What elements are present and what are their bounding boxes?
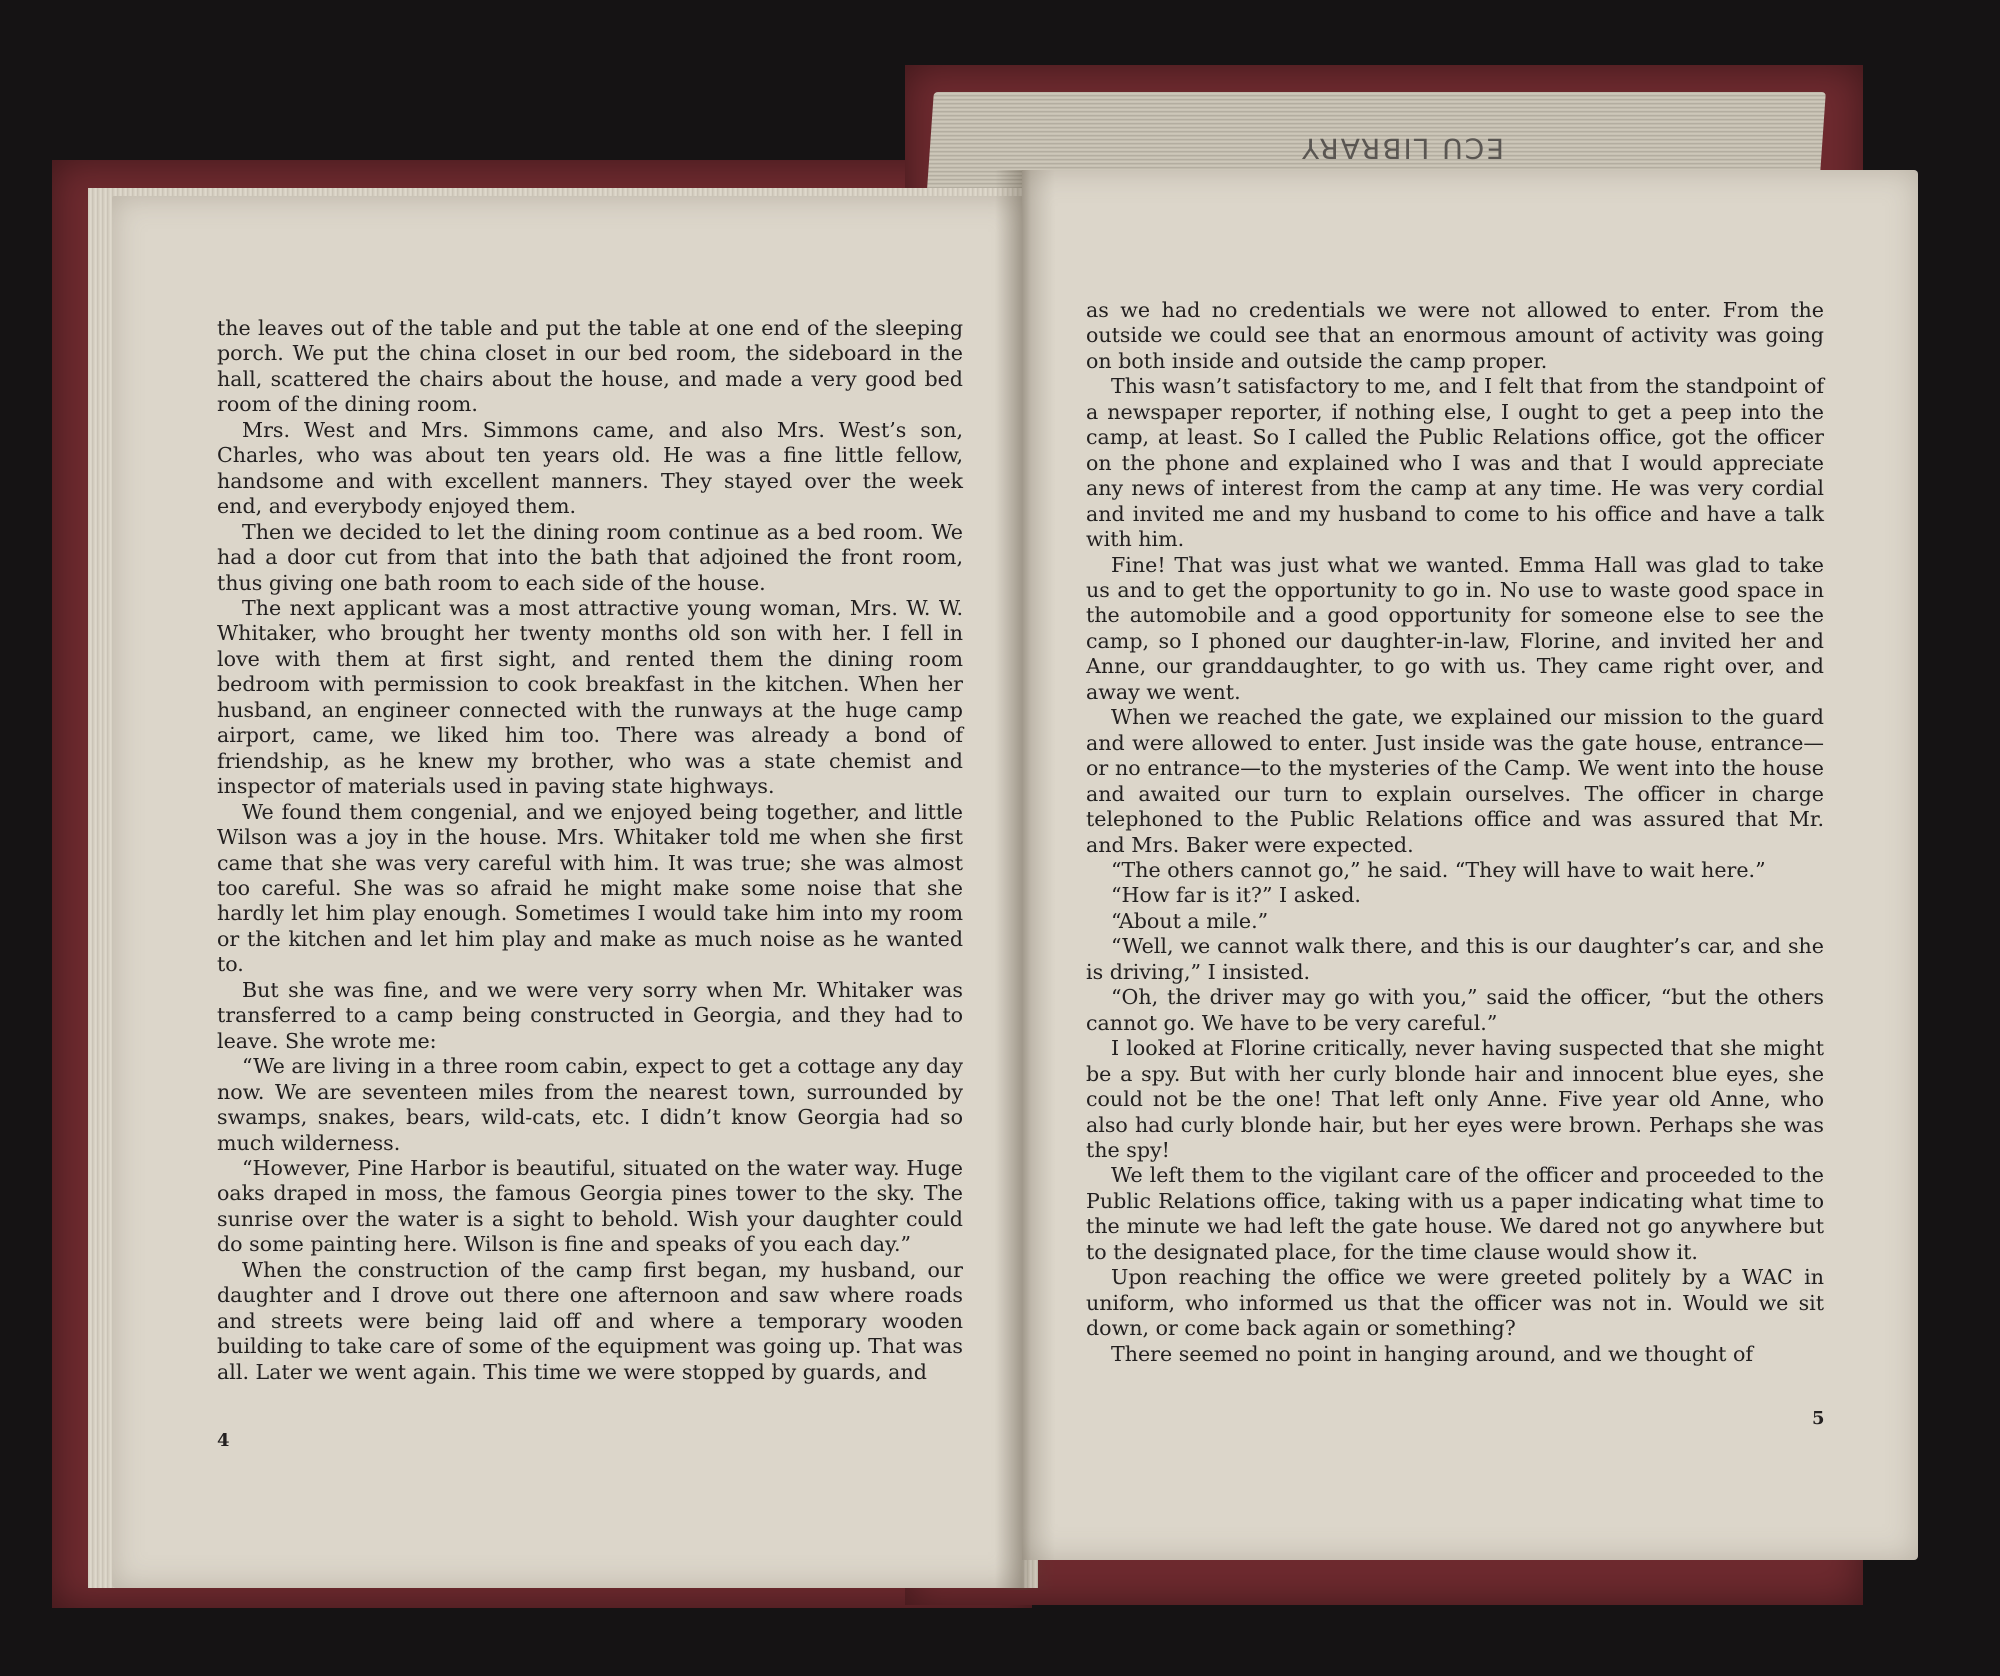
paragraph: “However, Pine Harbor is beautiful, situated on the water way. Huge oaks draped in moss, the famous Georgia pines tower to the sky. The sunrise over the water is a sight to behold. Wish your daughter could do some painting here. Wilson is fine and speaks of you each day.” (217, 1155, 963, 1257)
paragraph: “How far is it?” I asked. (1111, 883, 1361, 908)
paragraph: This wasn’t satisfactory to me, and I felt that from the standpoint of a newspaper reporter, if nothing else, I ought to get a peep into the camp, at least. So I called the Public Relations office, got the officer on the phone and explained who I was and that I would appreciate any news of interest from the camp at any time. He was very cordial and invited me and my husband to come to his office and have a talk with him. (1086, 374, 1824, 552)
paragraph: We left them to the vigilant care of the officer and proceeded to the Public Relations office, taking with us a paper indicating what time to the minute we had left the gate house. We dared not go anywhere but to the designated place, for the time clause would show it. (1086, 1163, 1824, 1264)
library-edge-stamp: ECU LIBRARY (1300, 132, 1504, 165)
paragraph: the leaves out of the table and put the table at one end of the sleeping porch. We put the china closet in our bed room, the sideboard in the hall, scattered the chairs about the house, and made a very good bed room of the dining room. (217, 316, 963, 417)
paragraph: I looked at Florine critically, never having suspected that she might be a spy. But with her curly blonde hair and innocent blue eyes, she could not be the one! That left only Anne. Five year old Anne, who also had curly blonde hair, but her eyes were brown. Perhaps she was the spy! (1086, 1036, 1824, 1162)
page-number-left: 4 (217, 1430, 230, 1451)
page-number-right: 5 (1812, 1408, 1825, 1429)
paragraph: “Oh, the driver may go with you,” said the officer, “but the others cannot go. We have to be very careful.” (1086, 985, 1824, 1035)
paragraph: The next applicant was a most attractive young woman, Mrs. W. W. Whitaker, who brought her twenty months old son with her. I fell in love with them at first sight, and rented them the dining room bedroom with permission to cook breakfast in the kitchen. When her husband, an engineer connected with the runways at the huge camp airport, came, we liked him too. There was already a bond of friendship, as he knew my brother, who was a state chemist and inspector of materials used in paving state highways. (217, 595, 963, 799)
right-page-text (1086, 298, 1824, 1367)
paragraph: We found them congenial, and we enjoyed being together, and little Wilson was a joy in the house. Mrs. Whitaker told me when she first came that she was very careful with him. It was true; she was almost too careful. She was so afraid he might make some noise that she hardly let him play enough. Sometimes I would take him into my room or the kitchen and let him play and make as much noise as he wanted to. (217, 799, 963, 977)
paragraph: “About a mile.” (1111, 908, 1269, 933)
paragraph: “Well, we cannot walk there, and this is our daughter’s car, and she is driving,” I insisted. (1086, 934, 1824, 984)
paragraph: as we had no credentials we were not allowed to enter. From the outside we could see that an enormous amount of activity was going on both inside and outside the camp proper. (1086, 298, 1824, 373)
paragraph: When we reached the gate, we explained our mission to the guard and were allowed to enter. Just inside was the gate house, entrance— or no entrance—to the mysteries of the Camp. We went into the house and awaited our turn to explain ourselves. The officer in charge telephoned to the Public Relations office and was assured that Mr. and Mrs. Baker were expected. (1086, 705, 1824, 857)
paragraph: Upon reaching the office we were greeted politely by a WAC in uniform, who informed us that the officer was not in. Would we sit down, or come back again or something? (1086, 1265, 1824, 1341)
paragraph: “We are living in a three room cabin, expect to get a cottage any day now. We are seventeen miles from the nearest town, surrounded by swamps, snakes, bears, wild-cats, etc. I didn’t know Georgia had so much wilderness. (217, 1054, 963, 1155)
paragraph: Then we decided to let the dining room continue as a bed room. We had a door cut from that into the bath that adjoined the front room, thus giving one bath room to each side of the house. (217, 519, 963, 595)
paragraph: Fine! That was just what we wanted. Emma Hall was glad to take us and to get the opportunity to go in. No use to waste good space in the automobile and a good opportunity for someone else to see the camp, so I phoned our daughter-in-law, Florine, and invited her and Anne, our granddaughter, to go with us. They came right over, and away we went. (1086, 552, 1824, 704)
paragraph: When the construction of the camp first began, my husband, our daughter and I drove out there one afternoon and saw where roads and streets were being laid off and where a temporary wooden building to take care of some of the equipment was going up. That was all. Later we went again. This time we were stopped by guards, and (217, 1257, 963, 1384)
paragraph: But she was fine, and we were very sorry when Mr. Whitaker was transferred to a camp being constructed in Georgia, and they had to leave. She wrote me: (217, 977, 963, 1053)
book-gutter (995, 170, 1055, 1590)
left-page-text (217, 316, 963, 1385)
paragraph: “The others cannot go,” he said. “They will have to wait here.” (1111, 857, 1766, 882)
paragraph: Mrs. West and Mrs. Simmons came, and also Mrs. West’s son, Charles, who was about ten years old. He was a fine little fellow, handsome and with excellent manners. They stayed over the week end, and everybody enjoyed them. (217, 417, 963, 519)
paragraph: There seemed no point in hanging around, and we thought of (1111, 1341, 1754, 1366)
